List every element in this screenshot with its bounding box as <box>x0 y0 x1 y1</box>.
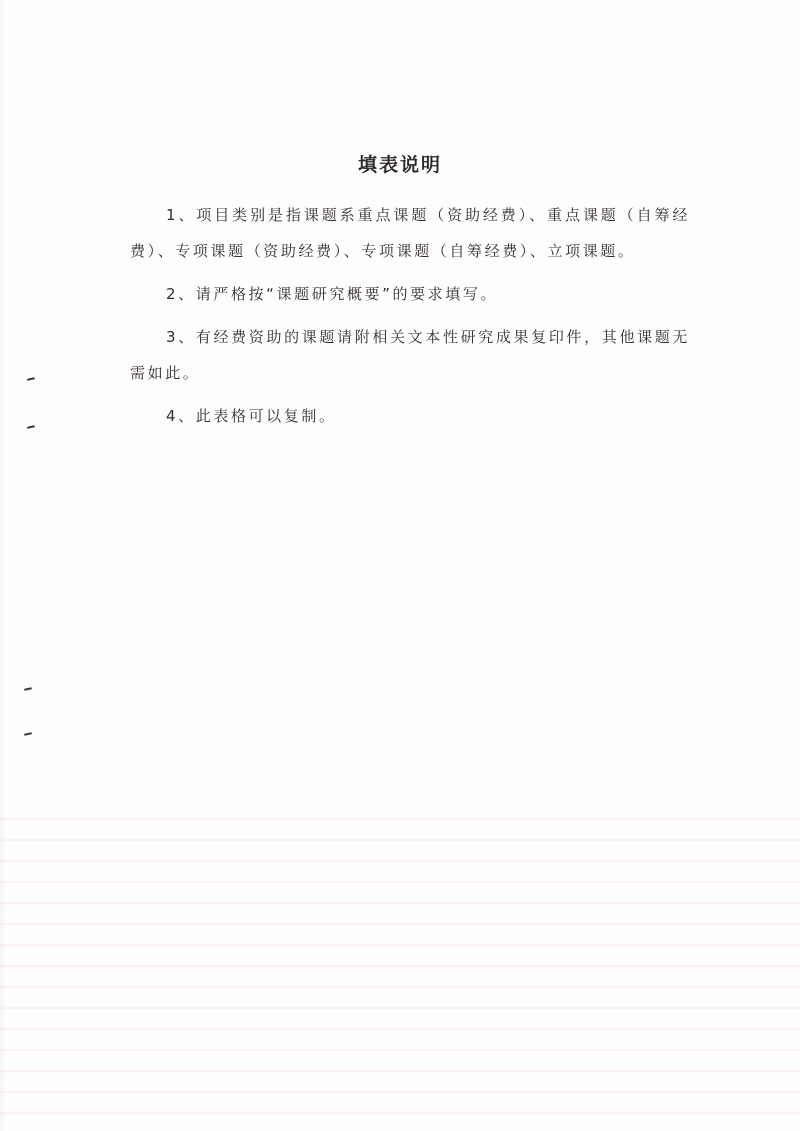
instruction-item-1: 1、项目类别是指课题系重点课题（资助经费）、重点课题（自筹经费）、专项课题（资助经费）、专项课题（自筹经费）、立项课题。 <box>130 206 690 260</box>
instruction-item-2: 2、请严格按“课题研究概要”的要求填写。 <box>166 285 499 303</box>
page-title: 填表说明 <box>357 154 442 176</box>
binding-hole-mark <box>24 687 32 691</box>
binding-hole-mark <box>27 425 35 429</box>
instruction-item-4: 4、此表格可以复制。 <box>166 407 337 425</box>
scan-artifact-lines <box>0 800 800 1131</box>
binding-hole-mark <box>24 732 32 736</box>
binding-hole-mark <box>27 377 35 381</box>
instruction-item-3: 3、有经费资助的课题请附相关文本性研究成果复印件，其他课题无需如此。 <box>130 328 690 382</box>
instructions-list <box>130 197 690 441</box>
